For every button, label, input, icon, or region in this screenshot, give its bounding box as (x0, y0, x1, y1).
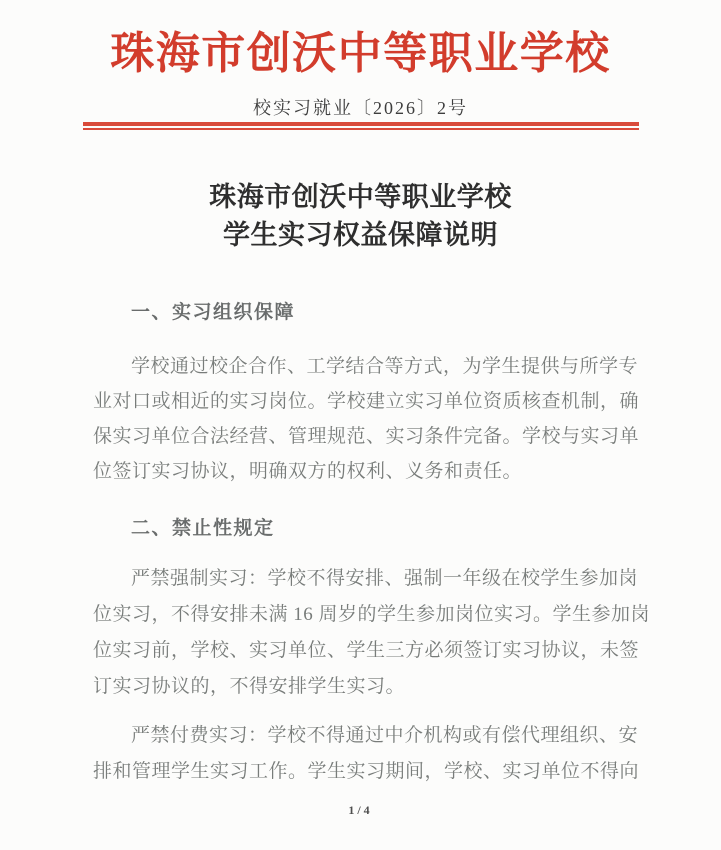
paragraph-line: 业对口或相近的实习岗位。学校建立实习单位资质核查机制，确 (93, 390, 640, 412)
paragraph-line: 保实习单位合法经营、管理规范、实习条件完备。学校与实习单 (93, 425, 640, 447)
paragraph-line: 位签订实习协议，明确双方的权利、义务和责任。 (93, 460, 523, 482)
document-title-line-1: 珠海市创沃中等职业学校 (209, 181, 512, 212)
paragraph-line: 订实习协议的，不得安排学生实习。 (93, 675, 406, 697)
document-number: 校实习就业〔2026〕2号 (253, 98, 468, 118)
paragraph-line: 学校通过校企合作、工学结合等方式，为学生提供与所学专 (131, 355, 639, 377)
paragraph-line: 位实习，不得安排未满 16 周岁的学生参加岗位实习。学生参加岗 (93, 603, 651, 625)
section-heading-1: 一、实习组织保障 (131, 301, 296, 323)
paragraph-line: 严禁强制实习：学校不得安排、强制一年级在校学生参加岗 (131, 567, 639, 589)
paragraph-line: 位实习前，学校、实习单位、学生三方必须签订实习协议，未签 (93, 639, 640, 661)
paragraph (93, 561, 649, 705)
paragraph (93, 349, 649, 489)
divider-thin-line (83, 128, 639, 130)
paragraph (93, 718, 649, 790)
document-title-line-2: 学生实习权益保障说明 (223, 219, 498, 250)
paragraph-line: 排和管理学生实习工作。学生实习期间，学校、实习单位不得向 (93, 760, 640, 782)
document-title (0, 178, 721, 254)
paragraph-line: 严禁付费实习：学校不得通过中介机构或有偿代理组织、安 (131, 724, 639, 746)
section-heading-2: 二、禁止性规定 (131, 517, 275, 539)
letterhead-school-name: 珠海市创沃中等职业学校 (110, 29, 611, 78)
document-body (93, 300, 649, 790)
page-number: 1/4 (348, 803, 373, 817)
letterhead-divider (83, 122, 639, 130)
